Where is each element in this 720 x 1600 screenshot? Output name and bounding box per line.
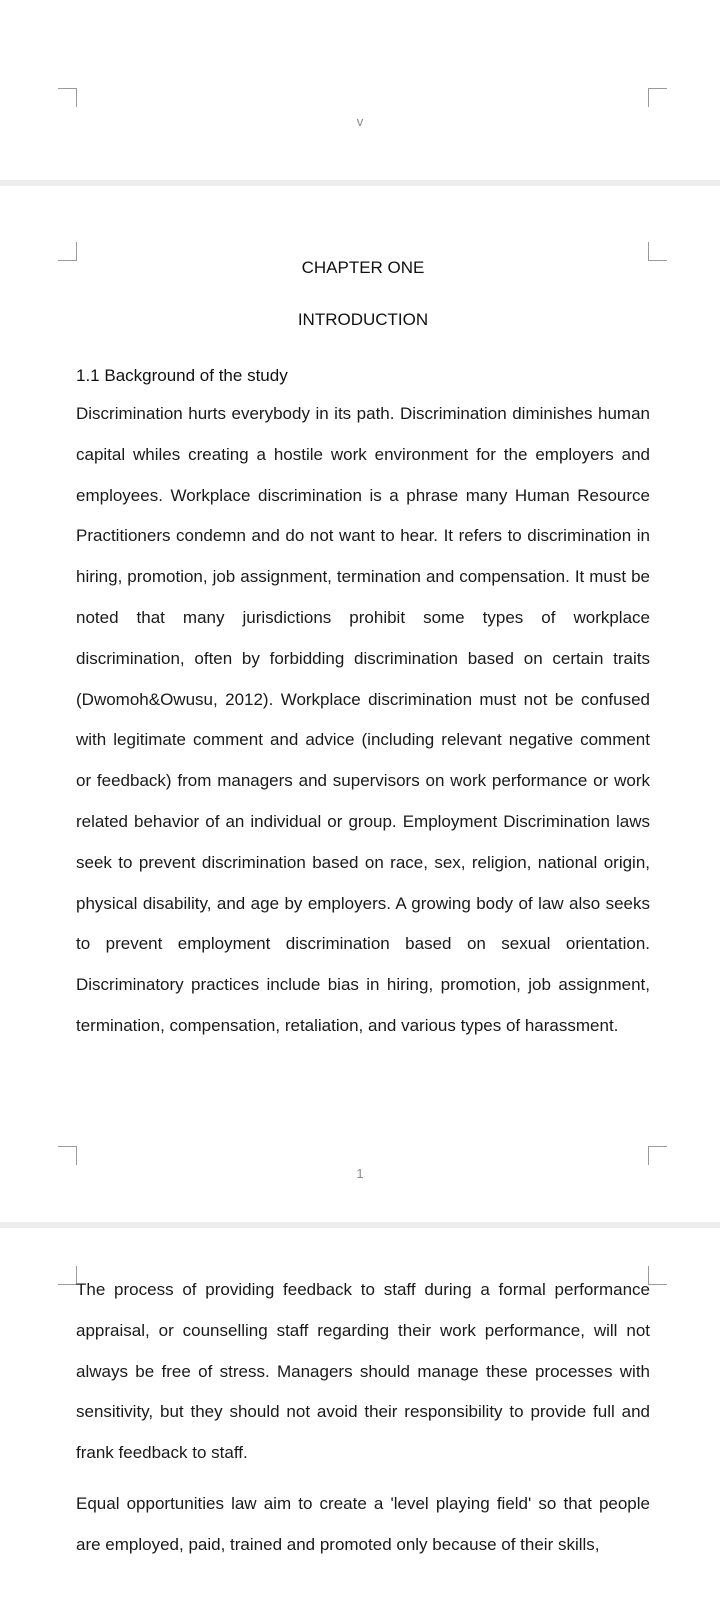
body-paragraph: Discrimination hurts everybody in its path. Discrimination diminishes human capital whiles creating a hostile work environment for the employers and employees. Workplace discrimination is a phrase many Human Resource Practitioners condemn and do not want to hear. It refers to discrimination in hiring, promotion, job assignment, termination and compensation. It must be noted that many jurisdictions prohibit some types of workplace discrimination, often by forbidding discrimination based on certain traits (Dwomoh&Owusu, 2012). Workplace discrimination must not be confused with legitimate comment and advice (including relevant negative comment or feedback) from managers and supervisors on work performance or work related behavior of an individual or group. Employment Discrimination laws seek to prevent discrimination based on race, sex, religion, national origin, physical disability, and age by employers. A growing body of law also seeks to prevent employment discrimination based on sexual orientation. Discriminatory practices include bias in hiring, promotion, job assignment, termination, compensation, retaliation, and various types of harassment. xyxy=(76,404,650,1035)
page-number: 1 xyxy=(356,1166,364,1181)
document-page-2 xyxy=(0,1228,720,1600)
page-number: v xyxy=(356,114,364,129)
chapter-subtitle: INTRODUCTION xyxy=(297,310,429,329)
section-heading: 1.1 Background of the study xyxy=(76,366,288,385)
margin-corner-mark xyxy=(648,88,667,107)
margin-corner-mark xyxy=(58,88,77,107)
previous-page xyxy=(0,0,720,180)
chapter-title: CHAPTER ONE xyxy=(301,258,425,277)
body-paragraph: The process of providing feedback to staff during a formal performance appraisal, or counselling staff regarding their work performance, will not always be free of stress. Managers should manage these processes with sensitivity, but they should not avoid their responsibility to provide full and frank feedback to staff. xyxy=(76,1280,650,1463)
margin-corner-mark xyxy=(58,1146,77,1165)
margin-corner-mark xyxy=(648,1266,667,1285)
margin-corner-mark xyxy=(648,1146,667,1165)
margin-corner-mark xyxy=(58,1266,77,1285)
body-paragraph: Equal opportunities law aim to create a 'level playing field' so that people are employed, paid, trained and promoted only because of their skills, xyxy=(76,1494,650,1554)
document-page-1 xyxy=(0,186,720,1222)
